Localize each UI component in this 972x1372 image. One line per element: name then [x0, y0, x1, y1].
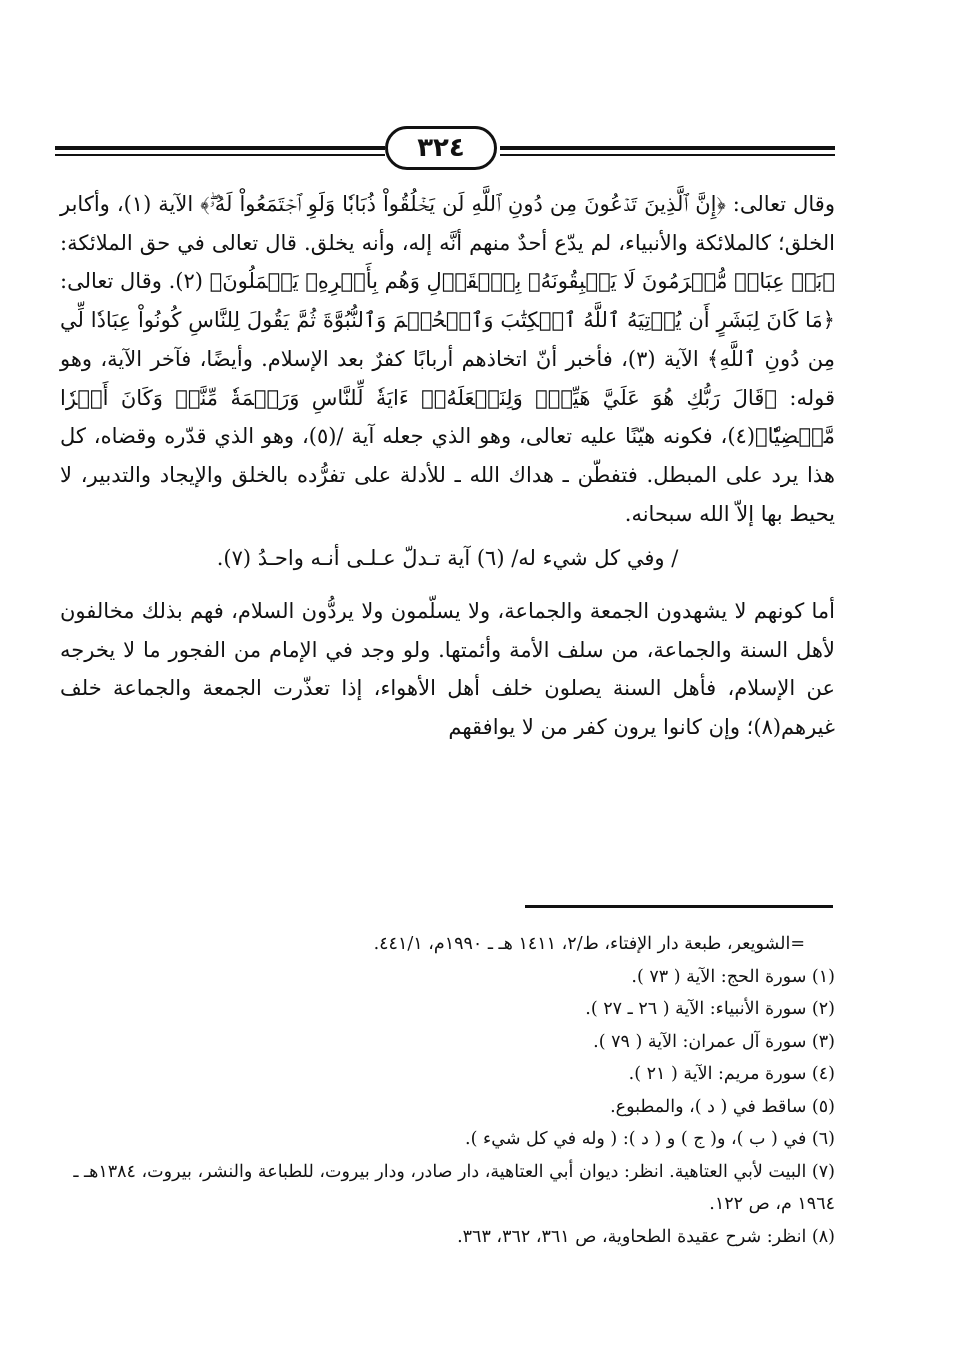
footnote-4: (٤) سورة مريم: الآية ( ٢١ ).: [628, 1064, 835, 1084]
main-text: [60, 185, 835, 747]
footnote-6: (٦) في ( ب )، و( ج ) و ( د ): ( وله في كل شيء ).: [465, 1129, 835, 1149]
poem-verse: / وفي كل شيء له/ (٦) آية تـدلّ عـلـى أنـه واحـدُ (٧).: [216, 546, 679, 571]
paragraph-1: وقال تعالى: ﴿إِنَّ ٱلَّذِينَ تَدۡعُونَ مِن دُونِ ٱللَّهِ لَن يَخۡلُقُواْ ذُبَابٗا وَلَوِ ٱجۡتَمَعُواْ لَهُۥۖ﴾ الآية (١)، وأكابر الخلق؛ كالملائكة والأنبياء، لم يدّع أحدٌ منهم أنَّه إله، وأنه يخلق. قال تعالى في حق الملائكة: ﴿بَلۡ عِبَادٞ مُّكۡرَمُونَ لَا يَسۡبِقُونَهُۥ بِٱلۡقَوۡلِ وَهُم بِأَمۡرِهِۦ يَعۡمَلُونَ﴾ (٢). وقال تعالى: ﴿مَا كَانَ لِبَشَرٍ أَن يُؤۡتِيَهُ ٱللَّهُ ٱلۡكِتَٰبَ وَٱلۡحُكۡمَ وَٱلنُّبُوَّةَ ثُمَّ يَقُولَ لِلنَّاسِ كُونُواْ عِبَادٗا لِّي مِن دُونِ ٱللَّهِ﴾ الآية (٣)، فأخبر أنّ اتخاذهم أربابًا كفرٌ بعد الإسلام. وأيضًا، فآخر الآية، وهو قوله: ﴿قَالَ رَبُّكِ هُوَ عَلَيَّ هَيِّنٞۖ وَلِنَجۡعَلَهُۥٓ ءَايَةٗ لِّلنَّاسِ وَرَحۡمَةٗ مِّنَّاۚ وَكَانَ أَمۡرٗا مَّقۡضِيّٗا﴾(٤)، فكونه هيّنًا عليه تعالى، وهو الذي جعله آية /(٥)، وهو الذي قدّره وقضاه، كل هذا يرد على المبطل. فتفطّن ـ هداك الله ـ للأدلة على تفرُّده بالخلق والإيجاد والتدبير، لا يحيط بها إلاّ الله سبحانه.: [60, 192, 836, 526]
footnote-separator: [525, 905, 833, 908]
footnote-7: (٧) البيت لأبي العتاهية. انظر: ديوان أبي العتاهية، دار صادر، ودار بيروت، للطباعة والنشر، بيروت، ١٣٨٤هـ ـ ١٩٦٤ م، ص ١٢٢.: [73, 1161, 835, 1214]
page-number: ٣٢٤: [385, 126, 497, 170]
footnote-1: (١) سورة الحج: الآية ( ٧٣ ).: [631, 966, 835, 987]
footnote-5: (٥) ساقط في ( د )، والمطبوع.: [610, 1096, 835, 1117]
footnotes: [60, 928, 835, 1253]
footnote-continuation: =الشويعر، طبعة دار الإفتاء، ط/٢، ١٤١١ هـ ـ ١٩٩٠م، ٤٤١/١.: [373, 934, 805, 954]
footnote-8: (٨) انظر: شرح عقيدة الطحاوية، ص ٣٦١، ٣٦٢، ٣٦٣.: [457, 1226, 835, 1247]
footnote-3: (٣) سورة آل عمران: الآية ( ٧٩ ).: [593, 1031, 835, 1052]
footnote-2: (٢) سورة الأنبياء: الآية ( ٢٦ ـ ٢٧ ).: [585, 999, 835, 1019]
paragraph-2: أما كونهم لا يشهدون الجمعة والجماعة، ولا يسلّمون ولا يردُّون السلام، فهم بذلك مخالفون لأهل السنة والجماعة، من سلف الأمة وأئمتها. ولو وجد في الإمام من الفجور ما لا يخرجه عن الإسلام، فأهل السنة يصلون خلف أهل الأهواء، إذا تعذّرت الجمعة والجماعة خلف غيرهم(٨)؛ وإن كانوا يرون كفر من لا يوافقهم: [60, 599, 835, 740]
header-rule-right: [500, 146, 835, 158]
header-rule-left: [55, 146, 385, 158]
